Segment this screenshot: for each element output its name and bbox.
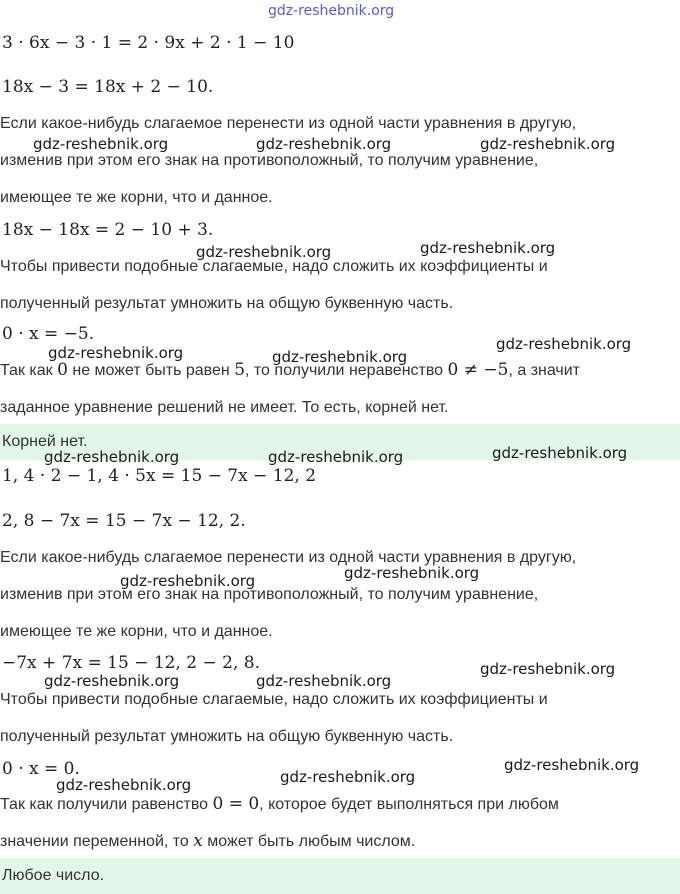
answer-2: Любое число.: [0, 858, 680, 894]
watermark: gdz-reshebnik.org: [48, 344, 184, 362]
conclusion-1-line-2: заданное уравнение решений не имеет. То есть, корней нет.: [0, 399, 449, 416]
rule-like-terms-1-line-2: полученный результат умножить на общую буквенную часть.: [0, 295, 454, 312]
conclusion-1-math-1: 0: [57, 360, 68, 380]
conclusion-2-text-d: может быть любым числом.: [202, 833, 416, 850]
watermark: gdz-reshebnik.org: [268, 448, 404, 466]
equation-2-1: 1, 4 · 2 − 1, 4 · 5x = 15 − 7x − 12, 2: [2, 466, 317, 486]
equation-1-1: 3 · 6x − 3 · 1 = 2 · 9x + 2 · 1 − 10: [2, 33, 295, 53]
conclusion-2-line-2: [0, 823, 680, 860]
watermark: gdz-reshebnik.org: [344, 564, 480, 582]
equation-2-2: 2, 8 − 7x = 15 − 7x − 12, 2.: [2, 511, 246, 531]
rule-transfer-1-line-2: изменив при этом его знак на противоположный, то получим уравнение,: [0, 152, 539, 169]
conclusion-2-math-2: x: [193, 831, 203, 851]
rule-like-terms-2-line-1: Чтобы привести подобные слагаемые, надо сложить их коэффициенты и: [0, 691, 548, 708]
rule-transfer-2-line-1: Если какое-нибудь слагаемое перенести из одной части уравнения в другую,: [0, 549, 577, 566]
watermark: gdz-reshebnik.org: [33, 135, 169, 153]
watermark: gdz-reshebnik.org: [56, 776, 192, 794]
conclusion-1-math-3: 0 ≠ −5: [447, 360, 509, 380]
watermark: gdz-reshebnik.org: [256, 135, 392, 153]
watermark: gdz-reshebnik.org: [492, 444, 628, 462]
watermark: gdz-reshebnik.org: [272, 348, 408, 366]
equation-1-3: 18x − 18x = 2 − 10 + 3.: [2, 220, 214, 240]
conclusion-1-math-2: 5: [234, 360, 246, 380]
conclusion-2-text-a: Так как получили равенство: [0, 796, 213, 813]
watermark: gdz-reshebnik.org: [44, 448, 180, 466]
rule-like-terms-1-line-1: Чтобы привести подобные слагаемые, надо сложить их коэффициенты и: [0, 258, 548, 275]
conclusion-2-text-c: значении переменной, то: [0, 833, 194, 850]
equation-1-4: 0 · x = −5.: [2, 324, 95, 344]
rule-transfer-1-line-1: Если какое-нибудь слагаемое перенести из одной части уравнения в другую,: [0, 115, 577, 132]
watermark: gdz-reshebnik.org: [44, 672, 180, 690]
conclusion-1-text-d: , а значит: [508, 362, 581, 379]
watermark: gdz-reshebnik.org: [256, 672, 392, 690]
rule-transfer-1-line-3: имеющее те же корни, что и данное.: [0, 189, 273, 206]
conclusion-1-text-c: , то получили неравенство: [245, 362, 448, 379]
watermark: gdz-reshebnik.org: [496, 335, 632, 353]
rule-like-terms-2: [0, 681, 680, 755]
equation-1-2: 18x − 3 = 18x + 2 − 10.: [2, 77, 214, 97]
watermark: gdz-reshebnik.org: [504, 756, 640, 774]
watermark: gdz-reshebnik.org: [196, 243, 332, 261]
equation-2-4: 0 · x = 0.: [2, 759, 80, 779]
conclusion-1-text-b: не может быть равен: [67, 362, 235, 379]
watermark-top: gdz-reshebnik.org: [268, 3, 395, 19]
conclusion-1-text-a: Так как: [0, 362, 58, 379]
watermark: gdz-reshebnik.org: [420, 239, 556, 257]
rule-like-terms-2-line-2: полученный результат умножить на общую буквенную часть.: [0, 728, 454, 745]
answer-1: Корней нет.: [0, 424, 680, 460]
watermark: gdz-reshebnik.org: [480, 660, 616, 678]
watermark: gdz-reshebnik.org: [120, 572, 256, 590]
rule-transfer-1: [0, 105, 680, 216]
watermark: gdz-reshebnik.org: [480, 135, 616, 153]
rule-transfer-2-line-2: изменив при этом его знак на противоположный, то получим уравнение,: [0, 586, 539, 603]
rule-transfer-2-line-3: имеющее те же корни, что и данное.: [0, 623, 273, 640]
conclusion-2: [0, 786, 680, 860]
conclusion-2-text-b: , которое будет выполняться при любом: [259, 796, 559, 813]
conclusion-2-math-1: 0 = 0: [212, 794, 260, 814]
rule-like-terms-1: [0, 248, 680, 322]
equation-2-3: −7x + 7x = 15 − 12, 2 − 2, 8.: [2, 653, 260, 673]
watermark: gdz-reshebnik.org: [280, 768, 416, 786]
rule-transfer-2: [0, 539, 680, 650]
